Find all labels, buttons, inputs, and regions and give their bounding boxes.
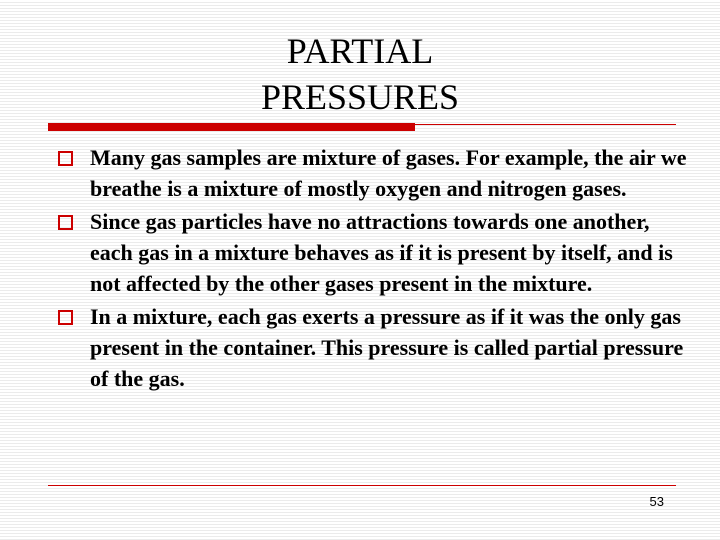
hollow-square-bullet-icon — [58, 151, 73, 166]
page-number: 53 — [649, 494, 664, 509]
bullet-item — [56, 206, 696, 299]
hollow-square-bullet-icon — [58, 215, 73, 230]
slide-title-line-1: PARTIAL — [286, 31, 434, 71]
title-divider-thick — [48, 123, 415, 131]
bullet-list — [56, 142, 696, 396]
bullet-item — [56, 142, 696, 204]
bullet-text: In a mixture, each gas exerts a pressure as if it was the only gas present in the container. This pressure is called partial pressure of the gas. — [90, 304, 684, 391]
footer-divider — [48, 485, 676, 486]
bullet-text: Many gas samples are mixture of gases. For example, the air we breathe is a mixture of mostly oxygen and nitrogen gases. — [90, 145, 687, 201]
hollow-square-bullet-icon — [58, 310, 73, 325]
slide-title-line-2: PRESSURES — [260, 77, 460, 117]
bullet-item — [56, 301, 696, 394]
bullet-text: Since gas particles have no attractions towards one another, each gas in a mixture behaves as if it is present by itself, and is not affected by the other gases present in the mixture. — [90, 209, 673, 296]
slide-title — [0, 28, 720, 120]
